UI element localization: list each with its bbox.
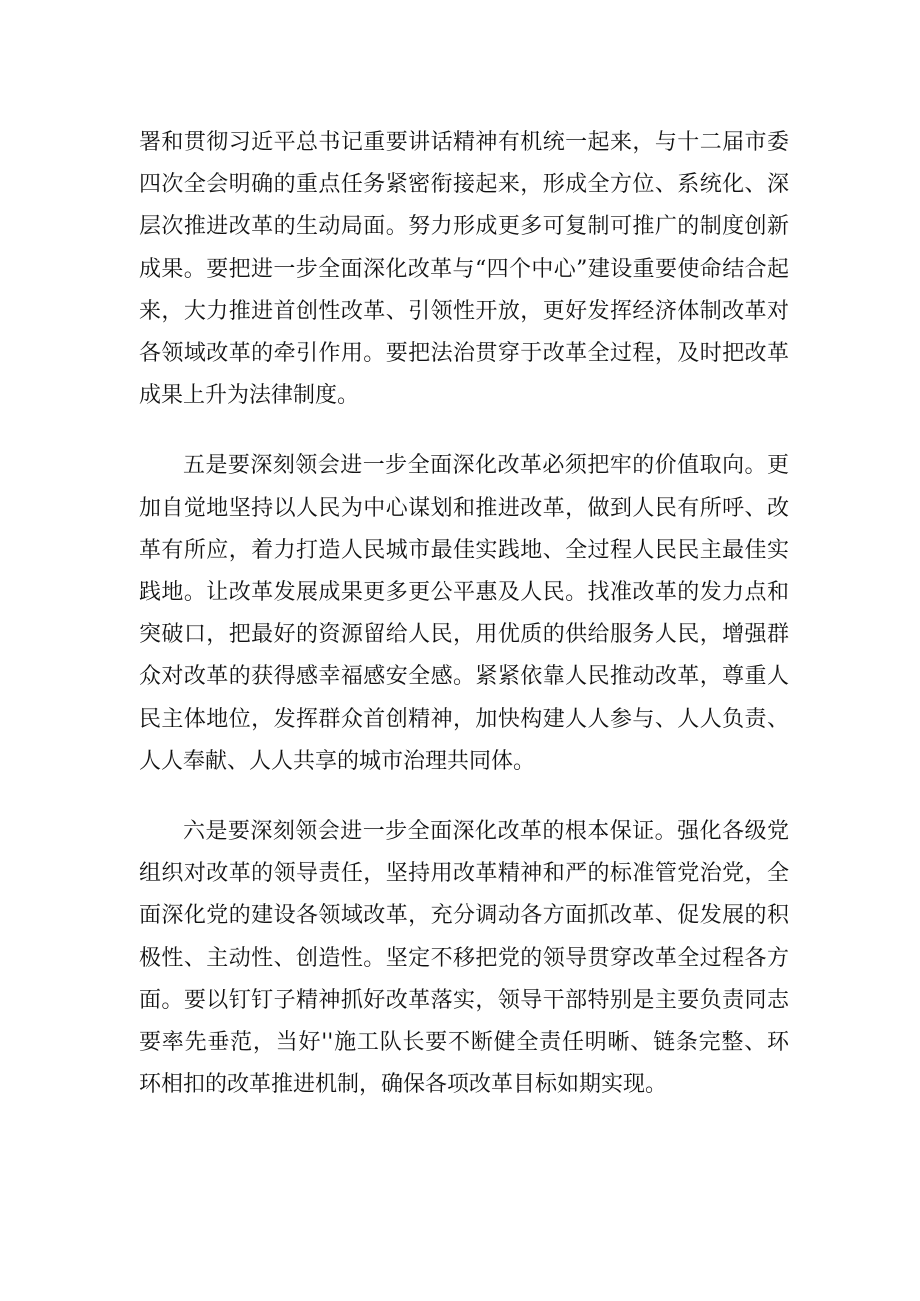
paragraph-six: 六是要深刻领会进一步全面深化改革的根本保证。强化各级党组织对改革的领导责任，坚持用改革精神和严的标准管党治党，全面深化党的建设各领域改革，充分调动各方面抓改革、促发展的积极性、主动性、创造性。坚定不移把党的领导贯穿改革全过程各方面。要以钉钉子精神抓好改革落实，领导干部特别是主要负责同志要率先垂范，当好''施工队长要不断健全责任明晰、链条完整、环环相扣的改革推进机制，确保各项改革目标如期实现。 [139,819,789,1098]
paragraph-continued: 署和贯彻习近平总书记重要讲话精神有机统一起来，与十二届市委四次全会明确的重点任务紧密衔接起来，形成全方位、系统化、深层次推进改革的生动局面。努力形成更多可复制可推广的制度创新成果。要把进一步全面深化改革与“四个中心”建设重要使命结合起来，大力推进首创性改革、引领性开放，更好发挥经济体制改革对各领域改革的牵引作用。要把法治贯穿于改革全过程，及时把改革成果上升为法律制度。 [139,130,789,409]
paragraph-gap [139,417,789,445]
paragraph-five: 五是要深刻领会进一步全面深化改革必须把牢的价值取向。更加自觉地坚持以人民为中心谋划和推进改革，做到人民有所呼、改革有所应，着力打造人民城市最佳实践地、全过程人民民主最佳实践地。让改革发展成果更多更公平惠及人民。找准改革的发力点和突破口，把最好的资源留给人民，用优质的供给服务人民，增强群众对改革的获得感幸福感安全感。紧紧依靠人民推动改革，尊重人民主体地位，发挥群众首创精神，加快构建人人参与、人人负责、人人奉献、人人共享的城市治理共同体。 [139,453,789,774]
document-body [139,122,789,1106]
paragraph-gap [139,783,789,811]
